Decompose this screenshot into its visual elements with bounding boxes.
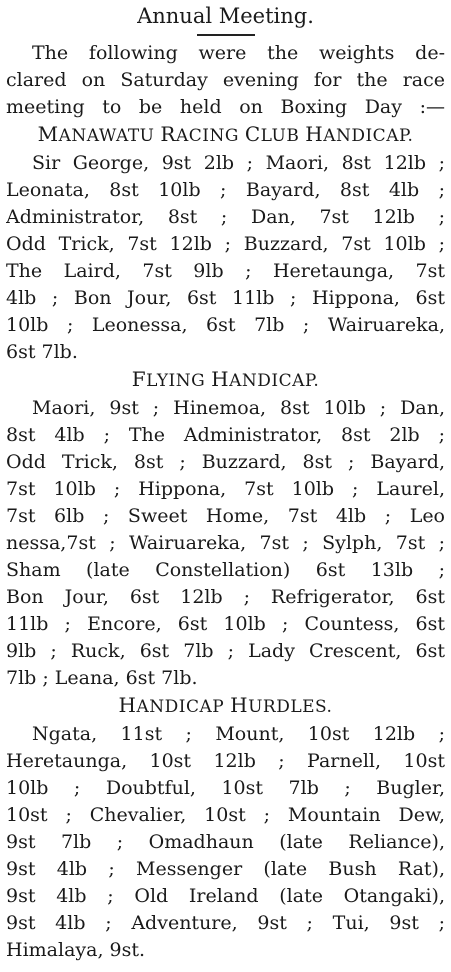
text-line: 7lb ; Leana, 6st 7lb. xyxy=(6,667,198,689)
text-line: 10st ; Chevalier, 10st ; Mountain Dew, xyxy=(6,804,445,826)
intro-paragraph xyxy=(6,40,445,121)
text-line: 6st 7lb. xyxy=(6,341,78,363)
text-line: Leonata, 8st 10lb ; Bayard, 8st 4lb ; xyxy=(6,179,445,201)
section-heading: HANDICAP HURDLES. xyxy=(118,693,333,717)
text-line: 9st 4lb ; Old Ireland (late Otangaki), xyxy=(6,885,445,907)
text-line: 4lb ; Bon Jour, 6st 11lb ; Hippona, 6st xyxy=(6,287,445,309)
text-line: 7st 6lb ; Sweet Home, 7st 4lb ; Leo xyxy=(6,505,445,527)
text-line: nessa,7st ; Wairuareka, 7st ; Sylph, 7st ; xyxy=(6,532,445,554)
text-line: Odd Trick, 8st ; Buzzard, 8st ; Bayard, xyxy=(6,451,445,473)
text-line: Heretaunga, 10st 12lb ; Parnell, 10st xyxy=(6,750,445,772)
text-line: 9lb ; Ruck, 6st 7lb ; Lady Crescent, 6st xyxy=(6,640,445,662)
text-line: 8st 4lb ; The Administrator, 8st 2lb ; xyxy=(6,424,445,446)
text-line: Maori, 9st ; Hinemoa, 8st 10lb ; Dan, xyxy=(32,397,445,419)
text-line: 11lb ; Encore, 6st 10lb ; Countess, 6st xyxy=(6,613,445,635)
text-line: Bon Jour, 6st 12lb ; Refrigerator, 6st xyxy=(6,586,445,608)
article-title: Annual Meeting. xyxy=(137,4,314,28)
text-line: The Laird, 7st 9lb ; Heretaunga, 7st xyxy=(6,260,445,282)
text-line: Sir George, 9st 2lb ; Maori, 8st 12lb ; xyxy=(32,152,445,174)
text-line: Himalaya, 9st. xyxy=(6,939,146,961)
text-line: 9st 7lb ; Omadhaun (late Reliance), xyxy=(6,831,445,853)
text-line: 10lb ; Leonessa, 6st 7lb ; Wairuareka, xyxy=(6,314,445,336)
text-line: 9st 4lb ; Messenger (late Bush Rat), xyxy=(6,858,445,880)
text-line: 7st 10lb ; Hippona, 7st 10lb ; Laurel, xyxy=(6,478,445,500)
text-line: Ngata, 11st ; Mount, 10st 12lb ; xyxy=(32,723,445,745)
section-body xyxy=(6,721,445,964)
text-line: 9st 4lb ; Adventure, 9st ; Tui, 9st ; xyxy=(6,912,445,934)
section-heading: MANAWATU RACING CLUB HANDICAP. xyxy=(37,122,414,146)
text-line: Sham (late Constellation) 6st 13lb ; xyxy=(6,559,445,581)
text-line: meeting to be held on Boxing Day :— xyxy=(6,96,445,118)
section-heading: FLYING HANDICAP. xyxy=(131,367,320,391)
text-line: Odd Trick, 7st 12lb ; Buzzard, 7st 10lb ; xyxy=(6,233,445,255)
newspaper-column xyxy=(6,0,445,972)
text-line: The following were the weights de- xyxy=(32,42,445,64)
text-line: Administrator, 8st ; Dan, 7st 12lb ; xyxy=(6,206,445,228)
text-line: clared on Saturday evening for the race xyxy=(6,69,445,91)
section-body xyxy=(6,150,445,366)
section-body xyxy=(6,395,445,692)
text-line: 10lb ; Doubtful, 10st 7lb ; Bugler, xyxy=(6,777,445,799)
